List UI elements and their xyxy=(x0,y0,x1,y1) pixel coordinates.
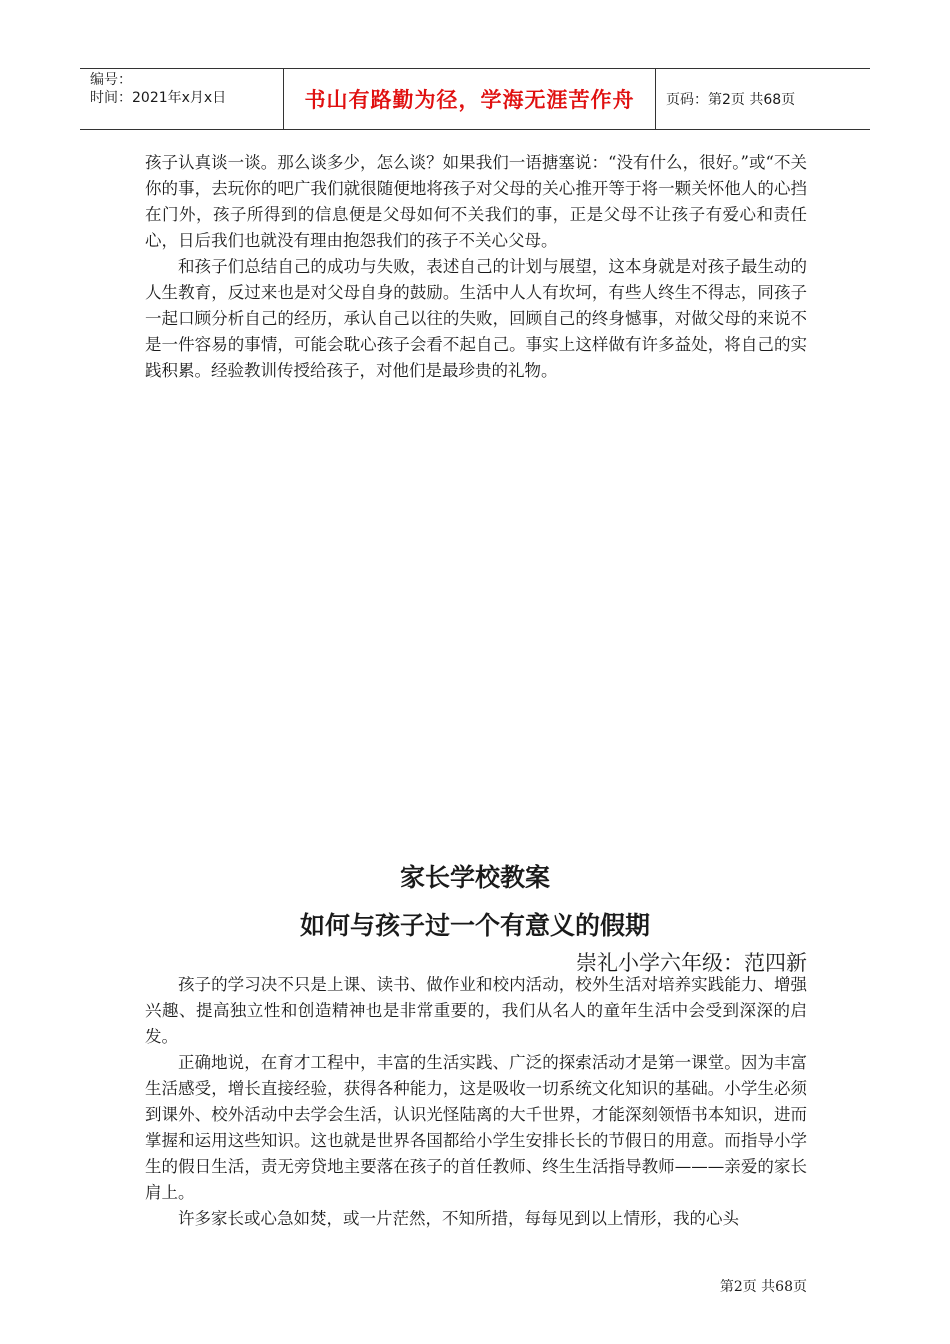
time-label: 时间：2021年x月x日 xyxy=(90,90,227,106)
paragraph: 正确地说，在育才工程中，丰富的生活实践、广泛的探索活动才是第一课堂。因为丰富生活感受，增长直接经验，获得各种能力，这是吸收一切系统文化知识的基础。小学生必须到课外、校外活动中去学会生活，认识光怪陆离的大千世界，才能深刻领悟书本知识，进而掌握和运用这些知识。这也就是世界各国都给小学生安排长长的节假日的用意。而指导小学生的假日生活，责无旁贷地主要落在孩子的首任教师、终生生活指导教师———亲爱的家长肩上。 xyxy=(145,1053,807,1202)
document-subtitle: 如何与孩子过一个有意义的假期 xyxy=(299,911,650,940)
body-section-2 xyxy=(145,972,807,1232)
page-footer: 第2页 共68页 xyxy=(719,1279,807,1295)
number-label: 编号： xyxy=(90,72,132,88)
header-motto: 书山有路勤为径，学海无涯苦作舟 xyxy=(284,69,656,129)
page-header xyxy=(80,68,870,130)
document-title: 家长学校教案 xyxy=(399,863,550,892)
body-section-1 xyxy=(145,150,807,384)
header-page-info: 页码：第2页 共68页 xyxy=(666,92,796,108)
paragraph: 孩子认真谈一谈。那么谈多少，怎么谈？如果我们一语搪塞说：“没有什么，很好。”或“不关你的事，去玩你的吧广我们就很随便地将孩子对父母的关心推开等于将一颗关怀他人的心挡在门外，孩子所得到的信息便是父母如何不关我们的事，正是父母不让孩子有爱心和责任心，日后我们也就没有理由抱怨我们的孩子不关心父母。 xyxy=(145,153,807,250)
paragraph: 孩子的学习决不只是上课、读书、做作业和校内活动，校外生活对培养实践能力、增强兴趣、提高独立性和创造精神也是非常重要的，我们从名人的童年生活中会受到深深的启发。 xyxy=(145,975,807,1046)
header-meta xyxy=(80,69,284,129)
paragraph: 和孩子们总结自己的成功与失败，表述自己的计划与展望，这本身就是对孩子最生动的人生教育，反过来也是对父母自身的鼓励。生活中人人有坎坷，有些人终生不得志，同孩子一起口顾分析自己的经历，承认自己以往的失败，回顾自己的终身憾事，对做父母的来说不是一件容易的事情，可能会耽心孩子会看不起自己。事实上这样做有许多益处，将自己的实践积累。经验教训传授给孩子，对他们是最珍贵的礼物。 xyxy=(145,257,807,380)
paragraph: 许多家长或心急如焚，或一片茫然，不知所措，每每见到以上情形，我的心头 xyxy=(178,1209,739,1228)
author-line: 崇礼小学六年级：范四新 xyxy=(576,951,807,975)
